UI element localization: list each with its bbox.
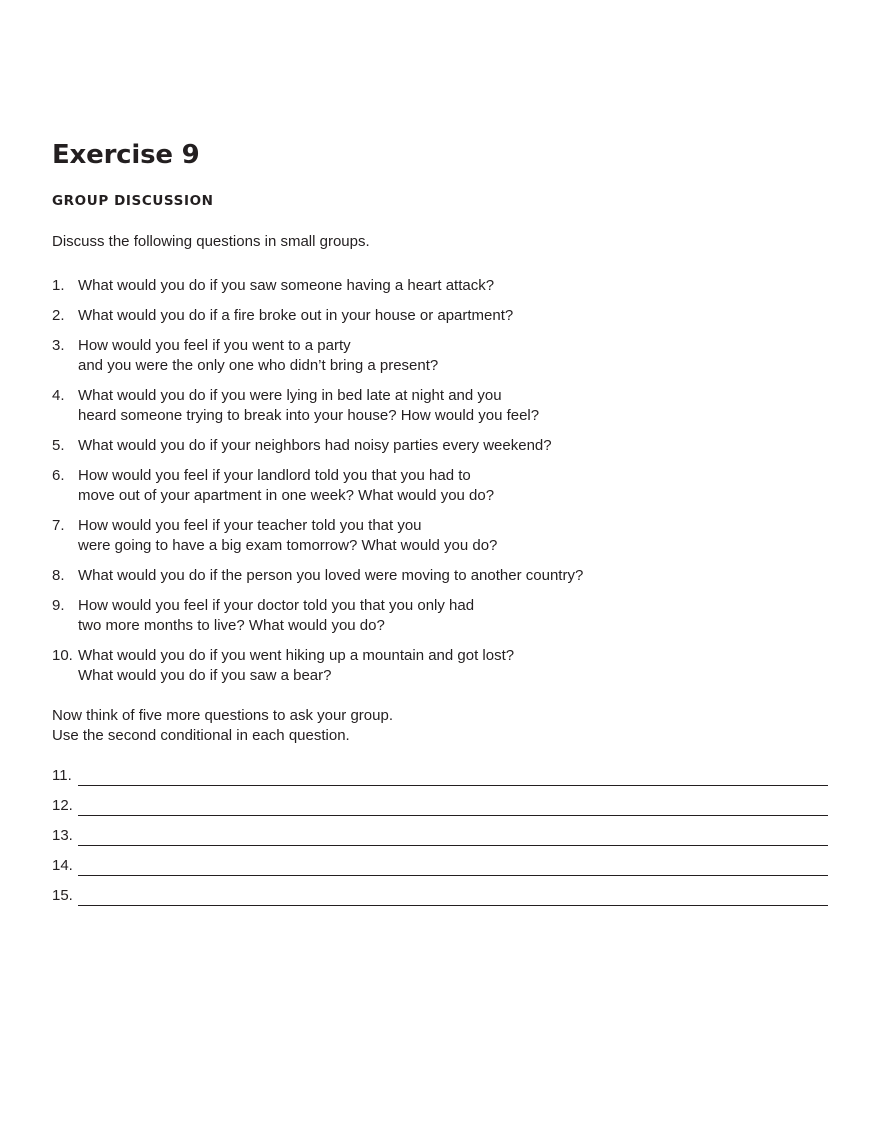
section-subtitle: GROUP DISCUSSION: [52, 193, 214, 209]
worksheet-page: [52, 138, 828, 916]
question-text: How would you feel if your landlord told you that you had to move out of your apartment in one week? What would you do?: [78, 467, 495, 504]
question-text: What would you do if you saw someone having a heart attack?: [78, 277, 495, 294]
blank-number: 15.: [52, 887, 73, 904]
question-list: [52, 276, 828, 686]
question-text: What would you do if you were lying in bed late at night and you heard someone trying to break into your house? How would you feel?: [78, 387, 540, 424]
blank-row: [52, 796, 828, 816]
blank-number: 14.: [52, 857, 73, 874]
blank-row: [52, 886, 828, 906]
blank-row: [52, 826, 828, 846]
question-item: [52, 516, 828, 556]
question-item: [52, 566, 828, 586]
question-item: [52, 336, 828, 376]
question-item: [52, 276, 828, 296]
answer-blanks: [52, 766, 828, 906]
question-number: 3.: [52, 337, 65, 354]
blank-number: 12.: [52, 797, 73, 814]
question-number: 8.: [52, 567, 65, 584]
intro-text: Discuss the following questions in small groups.: [52, 233, 370, 250]
question-text: What would you do if you went hiking up a mountain and got lost? What would you do if you saw a bear?: [78, 647, 515, 684]
blank-row: [52, 766, 828, 786]
blank-number: 13.: [52, 827, 73, 844]
instructions-text: Now think of five more questions to ask your group. Use the second conditional in each question.: [52, 707, 394, 744]
question-item: [52, 386, 828, 426]
question-number: 6.: [52, 467, 65, 484]
question-item: [52, 596, 828, 636]
question-number: 10.: [52, 647, 73, 664]
question-item: [52, 646, 828, 686]
question-text: What would you do if a fire broke out in your house or apartment?: [78, 307, 514, 324]
question-text: What would you do if your neighbors had noisy parties every weekend?: [78, 437, 552, 454]
answer-line[interactable]: [78, 803, 828, 816]
question-text: How would you feel if you went to a party and you were the only one who didn’t bring a present?: [78, 337, 439, 374]
answer-line[interactable]: [78, 863, 828, 876]
answer-line[interactable]: [78, 833, 828, 846]
question-number: 9.: [52, 597, 65, 614]
exercise-title: Exercise 9: [52, 140, 200, 170]
question-number: 1.: [52, 277, 65, 294]
question-text: What would you do if the person you loved were moving to another country?: [78, 567, 584, 584]
question-item: [52, 436, 828, 456]
answer-line[interactable]: [78, 893, 828, 906]
question-number: 5.: [52, 437, 65, 454]
question-item: [52, 306, 828, 326]
answer-line[interactable]: [78, 773, 828, 786]
question-text: How would you feel if your doctor told you that you only had two more months to live? What would you do?: [78, 597, 475, 634]
blank-row: [52, 856, 828, 876]
question-number: 7.: [52, 517, 65, 534]
question-number: 4.: [52, 387, 65, 404]
blank-number: 11.: [52, 767, 72, 784]
question-item: [52, 466, 828, 506]
question-text: How would you feel if your teacher told you that you were going to have a big exam tomorrow? What would you do?: [78, 517, 498, 554]
question-number: 2.: [52, 307, 65, 324]
